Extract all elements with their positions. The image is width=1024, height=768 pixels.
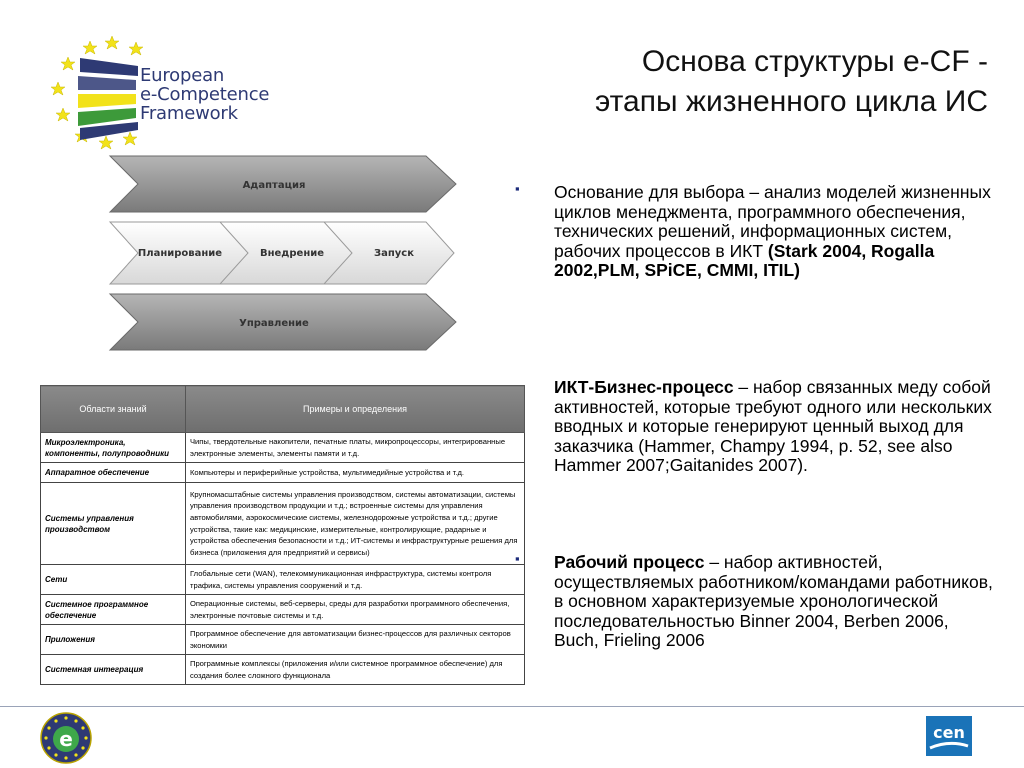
table-row <box>41 463 525 483</box>
ecf-logo-text <box>140 66 269 123</box>
bullet-item-work-process <box>515 553 995 651</box>
table-cell-area: Системная интеграция <box>41 655 186 685</box>
column-header: Примеры и определения <box>186 386 525 433</box>
table-cell-area: Системное программное обеспечение <box>41 595 186 625</box>
logo-line: European <box>140 65 225 86</box>
arrow-label: Внедрение <box>259 248 325 259</box>
star-icon <box>105 36 119 49</box>
table-row <box>41 433 525 463</box>
arrow-label: Управление <box>239 318 309 329</box>
definition-body: – набор активностей, осуществляемых работником/командами работников, в основном характеризуемые хронологической последовательностью Binner 2004, Berben 2006, Buch, Frieling 2006 <box>554 552 993 651</box>
slide-title <box>468 42 988 122</box>
table-row <box>41 483 525 565</box>
definition-term: Рабочий процесс <box>554 552 705 572</box>
table-cell-examples: Чипы, твердотельные накопители, печатные платы, микропроцессоры, интегрированные электронные элементы, элементы памяти и т.д. <box>186 433 525 463</box>
table-cell-area: Микроэлектроника, компоненты, полупроводники <box>41 433 186 463</box>
star-icon <box>129 42 143 55</box>
star-icon <box>51 82 65 95</box>
cen-label: cen <box>933 723 965 742</box>
title-line-2: этапы жизненного цикла ИС <box>595 85 988 118</box>
table-row <box>41 565 525 595</box>
ecf-badge-icon <box>40 712 92 764</box>
table-row <box>41 655 525 685</box>
lifecycle-diagram <box>104 152 464 356</box>
logo-line: e-Competence <box>140 84 270 105</box>
arrow-label: Запуск <box>374 248 414 259</box>
arrow-adaptation <box>110 156 456 212</box>
bullet-marker-icon: ▪ <box>515 551 520 566</box>
cen-logo-icon <box>924 714 974 758</box>
table-cell-area: Сети <box>41 565 186 595</box>
table-cell-area: Системы управления производством <box>41 483 186 565</box>
logo-line: Framework <box>140 103 238 124</box>
definition-text <box>554 378 995 476</box>
bullet-marker-icon: ▪ <box>515 181 520 196</box>
footer-divider <box>0 706 1024 707</box>
star-icon <box>99 136 113 149</box>
arrow-label: Планирование <box>137 248 223 259</box>
star-icon <box>123 132 137 145</box>
table-cell-examples: Крупномасштабные системы управления производством, системы автоматизации, системы управления производством продукции и т.д.; встроенные системы для управления автомобилями, аэрокосмические системы, железнодорожные устройства и т.д.; другие устройства, такие как: медицинские, измерительные, контролирующие, радарные и устройства обеспечения безопасности и т.д.; ИТ-системы и инфраструктурные решения для бизнеса (приложения для предприятий и сервисы) <box>186 483 525 565</box>
table-cell-area: Приложения <box>41 625 186 655</box>
table-row <box>41 595 525 625</box>
arrow-label: Адаптация <box>242 180 306 191</box>
table-row <box>41 625 525 655</box>
column-header: Области знаний <box>41 386 186 433</box>
badge-letter: e <box>59 727 73 751</box>
table-cell-examples: Программные комплексы (приложения и/или системное программное обеспечение) для создания более сложного функционала <box>186 655 525 685</box>
table-cell-area: Аппаратное обеспечение <box>41 463 186 483</box>
title-line-1: Основа структуры e-CF - <box>641 45 988 78</box>
star-icon <box>56 108 70 121</box>
bullet-references: (Stark 2004, Rogalla 2002,PLM, SPiCE, CMMI, ITIL) <box>554 240 935 281</box>
definition-body: – набор связанных меду собой активностей, которые требуют одного или нескольких вводных и которые генерируют ценный выход для заказчика (Hammer, Champy 1994, p. 52, see also Hammer 2007;Gaitanides 2007). <box>554 377 992 476</box>
definition-ict-business-process <box>515 378 995 476</box>
arrow-management <box>110 294 456 350</box>
star-icon <box>61 57 75 70</box>
bullet-item-basis <box>515 183 995 281</box>
table-cell-examples: Глобальные сети (WAN), телекоммуникационная инфраструктура, системы контроля трафика, системы управления сооружений и т.д. <box>186 565 525 595</box>
bullet-text <box>554 183 995 281</box>
table-cell-examples: Компьютеры и периферийные устройства, мультимедийные устройства и т.д. <box>186 463 525 483</box>
definition-term: ИКТ-Бизнес-процесс <box>554 377 734 397</box>
table-cell-examples: Операционные системы, веб-серверы, среды для разработки программного обеспечения, электронные почтовые системы и т.д. <box>186 595 525 625</box>
definition-text <box>554 553 995 651</box>
bullet-body: Основание для выбора – анализ моделей жизненных циклов менеджмента, программного обеспечения, технических решений, информационных систем, рабочих процессов в ИКТ <box>554 182 991 261</box>
knowledge-areas-table <box>40 385 525 685</box>
ecf-logo <box>46 32 286 157</box>
star-icon <box>83 41 97 54</box>
table-cell-examples: Программное обеспечение для автоматизации бизнес-процессов для различных секторов экономики <box>186 625 525 655</box>
